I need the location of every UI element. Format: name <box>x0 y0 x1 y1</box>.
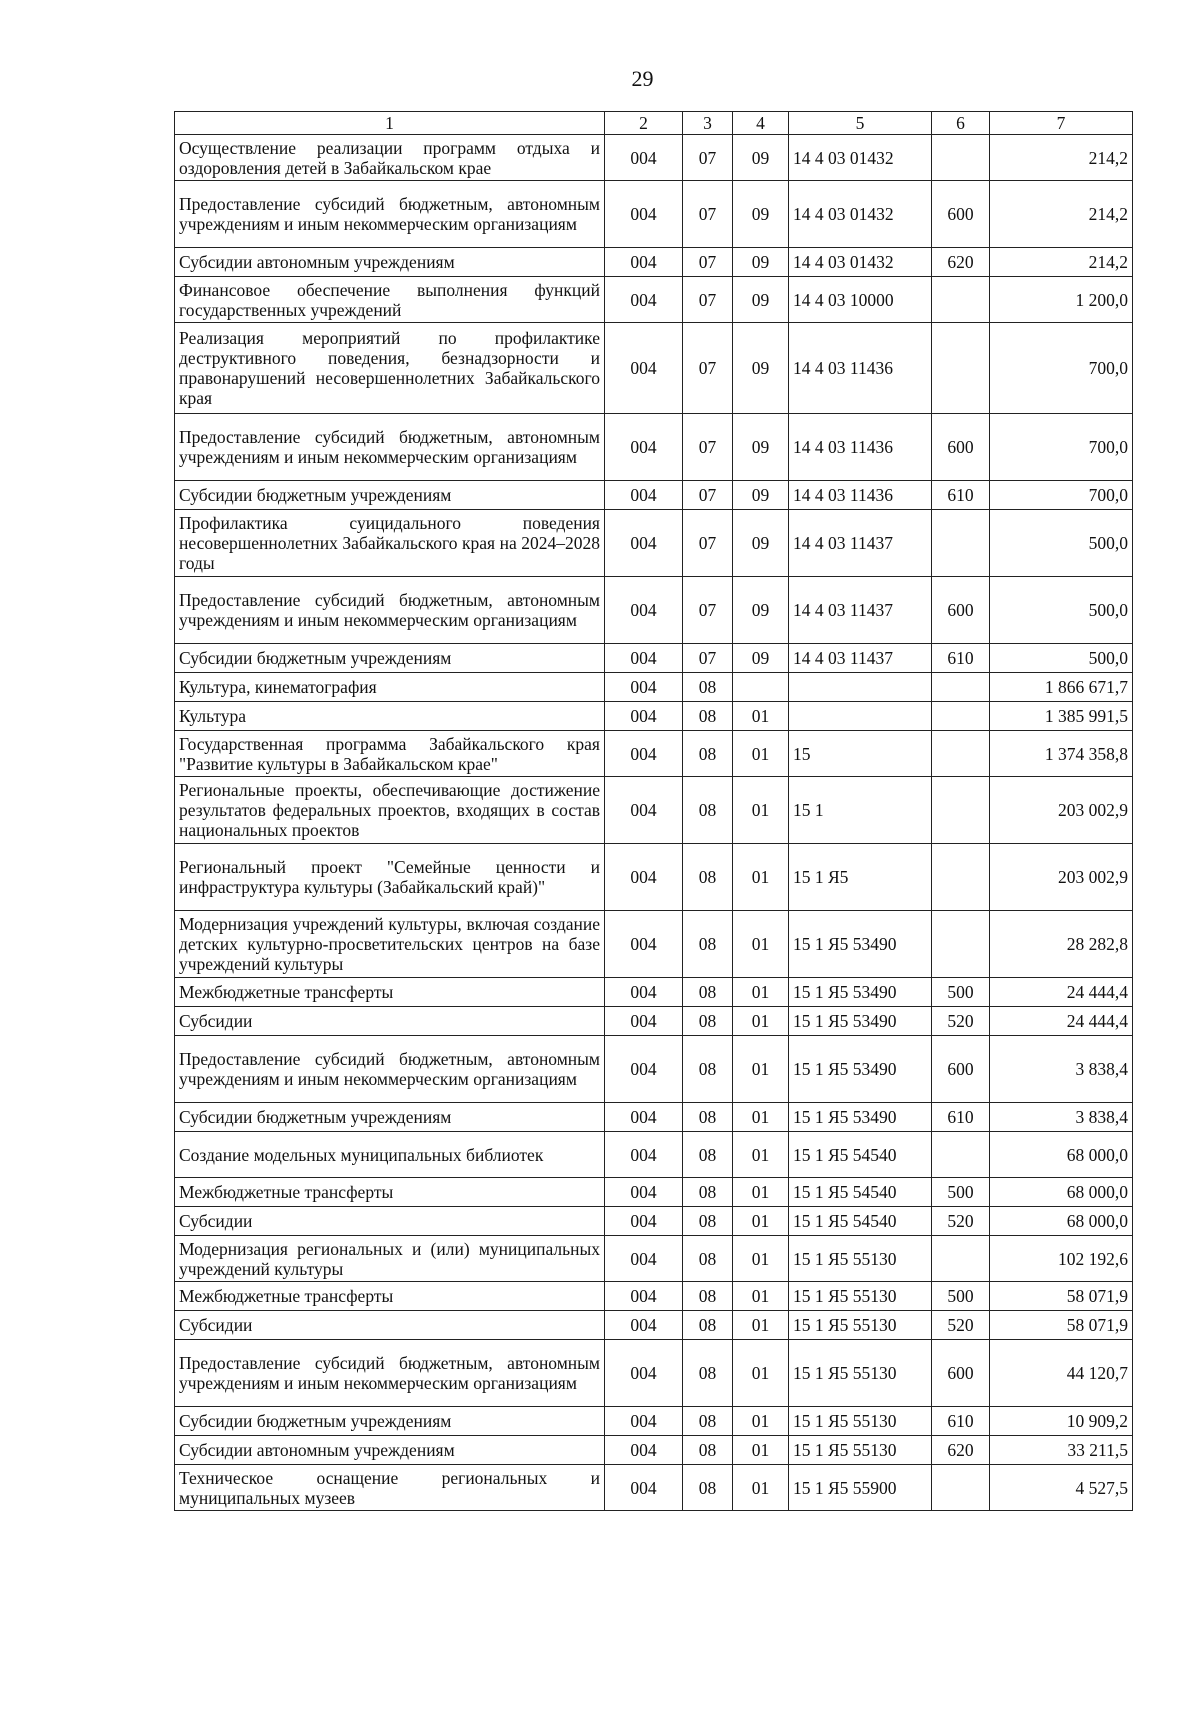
row-name-cell: Субсидии бюджетным учреждениям <box>175 644 605 673</box>
section-code-cell: 08 <box>683 844 733 911</box>
expense-type-cell: 610 <box>932 1407 990 1436</box>
section-code-cell: 07 <box>683 277 733 323</box>
grbs-code-cell: 004 <box>605 1340 683 1407</box>
target-article-cell: 15 1 Я5 53490 <box>789 978 932 1007</box>
grbs-code-cell: 004 <box>605 1103 683 1132</box>
grbs-code-cell: 004 <box>605 1132 683 1178</box>
table-row <box>175 978 1133 1007</box>
grbs-code-cell: 004 <box>605 414 683 481</box>
section-code-cell: 07 <box>683 577 733 644</box>
table-row <box>175 644 1133 673</box>
column-header: 1 <box>175 112 605 135</box>
expense-type-cell: 520 <box>932 1007 990 1036</box>
subsection-code-cell: 09 <box>733 181 789 248</box>
grbs-code-cell: 004 <box>605 481 683 510</box>
amount-cell: 24 444,4 <box>990 1007 1133 1036</box>
table-row <box>175 844 1133 911</box>
grbs-code-cell: 004 <box>605 1311 683 1340</box>
row-name-cell: Профилактика суицидального поведения несовершеннолетних Забайкальского края на 2024–2028 годы <box>175 510 605 577</box>
grbs-code-cell: 004 <box>605 644 683 673</box>
grbs-code-cell: 004 <box>605 181 683 248</box>
target-article-cell <box>789 702 932 731</box>
target-article-cell: 15 1 Я5 53490 <box>789 1103 932 1132</box>
expense-type-cell <box>932 702 990 731</box>
section-code-cell: 08 <box>683 1340 733 1407</box>
amount-cell: 58 071,9 <box>990 1311 1133 1340</box>
expense-type-cell: 500 <box>932 978 990 1007</box>
expense-type-cell <box>932 844 990 911</box>
section-code-cell: 08 <box>683 1407 733 1436</box>
section-code-cell: 08 <box>683 978 733 1007</box>
section-code-cell: 08 <box>683 731 733 777</box>
table-row <box>175 414 1133 481</box>
target-article-cell: 14 4 03 11436 <box>789 323 932 414</box>
target-article-cell: 14 4 03 11437 <box>789 644 932 673</box>
table-row <box>175 510 1133 577</box>
expense-type-cell <box>932 510 990 577</box>
row-name-cell: Культура <box>175 702 605 731</box>
amount-cell: 700,0 <box>990 323 1133 414</box>
table-header-row <box>175 112 1133 135</box>
amount-cell: 68 000,0 <box>990 1132 1133 1178</box>
amount-cell: 1 200,0 <box>990 277 1133 323</box>
table-row <box>175 1407 1133 1436</box>
row-name-cell: Субсидии <box>175 1311 605 1340</box>
subsection-code-cell: 01 <box>733 777 789 844</box>
target-article-cell: 15 1 Я5 54540 <box>789 1132 932 1178</box>
target-article-cell: 14 4 03 10000 <box>789 277 932 323</box>
expense-type-cell: 500 <box>932 1178 990 1207</box>
section-code-cell: 08 <box>683 702 733 731</box>
expense-type-cell <box>932 135 990 181</box>
grbs-code-cell: 004 <box>605 702 683 731</box>
amount-cell: 33 211,5 <box>990 1436 1133 1465</box>
subsection-code-cell: 01 <box>733 1407 789 1436</box>
grbs-code-cell: 004 <box>605 1007 683 1036</box>
section-code-cell: 08 <box>683 1465 733 1511</box>
expense-type-cell <box>932 277 990 323</box>
subsection-code-cell: 01 <box>733 911 789 978</box>
target-article-cell: 15 1 Я5 55130 <box>789 1236 932 1282</box>
amount-cell: 500,0 <box>990 510 1133 577</box>
grbs-code-cell: 004 <box>605 1465 683 1511</box>
subsection-code-cell: 01 <box>733 1340 789 1407</box>
page-number: 29 <box>631 66 654 91</box>
row-name-cell: Финансовое обеспечение выполнения функций государственных учреждений <box>175 277 605 323</box>
subsection-code-cell: 01 <box>733 1236 789 1282</box>
section-code-cell: 08 <box>683 1236 733 1282</box>
section-code-cell: 07 <box>683 414 733 481</box>
amount-cell: 68 000,0 <box>990 1207 1133 1236</box>
section-code-cell: 08 <box>683 1178 733 1207</box>
grbs-code-cell: 004 <box>605 911 683 978</box>
expense-type-cell: 620 <box>932 1436 990 1465</box>
table-row <box>175 1103 1133 1132</box>
amount-cell: 10 909,2 <box>990 1407 1133 1436</box>
grbs-code-cell: 004 <box>605 1436 683 1465</box>
expense-type-cell <box>932 673 990 702</box>
table-row <box>175 1311 1133 1340</box>
target-article-cell: 15 <box>789 731 932 777</box>
row-name-cell: Создание модельных муниципальных библиотек <box>175 1132 605 1178</box>
section-code-cell: 08 <box>683 1311 733 1340</box>
grbs-code-cell: 004 <box>605 248 683 277</box>
target-article-cell: 14 4 03 11436 <box>789 481 932 510</box>
target-article-cell: 14 4 03 01432 <box>789 248 932 277</box>
row-name-cell: Предоставление субсидий бюджетным, автономным учреждениям и иным некоммерческим организациям <box>175 181 605 248</box>
subsection-code-cell: 09 <box>733 510 789 577</box>
amount-cell: 1 866 671,7 <box>990 673 1133 702</box>
section-code-cell: 08 <box>683 1036 733 1103</box>
target-article-cell: 15 1 Я5 55130 <box>789 1436 932 1465</box>
subsection-code-cell: 01 <box>733 1311 789 1340</box>
row-name-cell: Предоставление субсидий бюджетным, автономным учреждениям и иным некоммерческим организациям <box>175 1340 605 1407</box>
subsection-code-cell <box>733 673 789 702</box>
expense-type-cell: 520 <box>932 1207 990 1236</box>
table-row <box>175 1132 1133 1178</box>
section-code-cell: 07 <box>683 248 733 277</box>
amount-cell: 214,2 <box>990 181 1133 248</box>
subsection-code-cell: 01 <box>733 1282 789 1311</box>
expense-type-cell: 610 <box>932 1103 990 1132</box>
grbs-code-cell: 004 <box>605 323 683 414</box>
subsection-code-cell: 01 <box>733 1465 789 1511</box>
row-name-cell: Межбюджетные трансферты <box>175 1282 605 1311</box>
expense-type-cell <box>932 1132 990 1178</box>
subsection-code-cell: 09 <box>733 248 789 277</box>
row-name-cell: Субсидии автономным учреждениям <box>175 248 605 277</box>
grbs-code-cell: 004 <box>605 777 683 844</box>
table-row <box>175 481 1133 510</box>
row-name-cell: Государственная программа Забайкальского края "Развитие культуры в Забайкальском крае" <box>175 731 605 777</box>
target-article-cell: 15 1 Я5 54540 <box>789 1207 932 1236</box>
section-code-cell: 08 <box>683 777 733 844</box>
grbs-code-cell: 004 <box>605 510 683 577</box>
subsection-code-cell: 09 <box>733 577 789 644</box>
target-article-cell: 15 1 Я5 55900 <box>789 1465 932 1511</box>
row-name-cell: Предоставление субсидий бюджетным, автономным учреждениям и иным некоммерческим организациям <box>175 577 605 644</box>
subsection-code-cell: 09 <box>733 481 789 510</box>
expense-type-cell: 600 <box>932 577 990 644</box>
row-name-cell: Реализация мероприятий по профилактике деструктивного поведения, безнадзорности и правонарушений несовершеннолетних Забайкальского края <box>175 323 605 414</box>
amount-cell: 44 120,7 <box>990 1340 1133 1407</box>
section-code-cell: 08 <box>683 1007 733 1036</box>
column-header: 6 <box>932 112 990 135</box>
row-name-cell: Культура, кинематография <box>175 673 605 702</box>
subsection-code-cell: 01 <box>733 1103 789 1132</box>
amount-cell: 500,0 <box>990 577 1133 644</box>
subsection-code-cell: 09 <box>733 135 789 181</box>
row-name-cell: Субсидии <box>175 1007 605 1036</box>
section-code-cell: 07 <box>683 481 733 510</box>
table-row <box>175 911 1133 978</box>
expense-type-cell <box>932 323 990 414</box>
subsection-code-cell: 01 <box>733 1036 789 1103</box>
amount-cell: 700,0 <box>990 414 1133 481</box>
amount-cell: 4 527,5 <box>990 1465 1133 1511</box>
target-article-cell: 15 1 Я5 53490 <box>789 1036 932 1103</box>
row-name-cell: Модернизация учреждений культуры, включая создание детских культурно-просветительских центров на базе учреждений культуры <box>175 911 605 978</box>
row-name-cell: Осуществление реализации программ отдыха и оздоровления детей в Забайкальском крае <box>175 135 605 181</box>
table-row <box>175 135 1133 181</box>
grbs-code-cell: 004 <box>605 1036 683 1103</box>
target-article-cell: 15 1 Я5 55130 <box>789 1311 932 1340</box>
table-row <box>175 1036 1133 1103</box>
table-row <box>175 1465 1133 1511</box>
section-code-cell: 07 <box>683 644 733 673</box>
row-name-cell: Предоставление субсидий бюджетным, автономным учреждениям и иным некоммерческим организациям <box>175 414 605 481</box>
expense-type-cell <box>932 731 990 777</box>
table-row <box>175 1007 1133 1036</box>
section-code-cell: 07 <box>683 510 733 577</box>
table-body <box>175 112 1133 1511</box>
table-row <box>175 731 1133 777</box>
grbs-code-cell: 004 <box>605 1178 683 1207</box>
column-header: 3 <box>683 112 733 135</box>
row-name-cell: Региональный проект "Семейные ценности и инфраструктура культуры (Забайкальский край)" <box>175 844 605 911</box>
subsection-code-cell: 09 <box>733 277 789 323</box>
amount-cell: 214,2 <box>990 135 1133 181</box>
amount-cell: 58 071,9 <box>990 1282 1133 1311</box>
expense-type-cell <box>932 1465 990 1511</box>
expense-type-cell <box>932 777 990 844</box>
grbs-code-cell: 004 <box>605 1236 683 1282</box>
target-article-cell: 15 1 <box>789 777 932 844</box>
row-name-cell: Модернизация региональных и (или) муниципальных учреждений культуры <box>175 1236 605 1282</box>
row-name-cell: Субсидии бюджетным учреждениям <box>175 1103 605 1132</box>
target-article-cell: 14 4 03 01432 <box>789 181 932 248</box>
table-row <box>175 777 1133 844</box>
section-code-cell: 07 <box>683 135 733 181</box>
expense-type-cell: 610 <box>932 481 990 510</box>
row-name-cell: Предоставление субсидий бюджетным, автономным учреждениям и иным некоммерческим организациям <box>175 1036 605 1103</box>
amount-cell: 203 002,9 <box>990 844 1133 911</box>
expense-type-cell: 500 <box>932 1282 990 1311</box>
table-row <box>175 1178 1133 1207</box>
target-article-cell: 14 4 03 11437 <box>789 510 932 577</box>
subsection-code-cell: 01 <box>733 731 789 777</box>
table-row <box>175 673 1133 702</box>
amount-cell: 500,0 <box>990 644 1133 673</box>
amount-cell: 700,0 <box>990 481 1133 510</box>
amount-cell: 3 838,4 <box>990 1036 1133 1103</box>
section-code-cell: 08 <box>683 673 733 702</box>
table-row <box>175 277 1133 323</box>
section-code-cell: 07 <box>683 181 733 248</box>
subsection-code-cell: 09 <box>733 323 789 414</box>
column-header: 4 <box>733 112 789 135</box>
amount-cell: 68 000,0 <box>990 1178 1133 1207</box>
subsection-code-cell: 01 <box>733 702 789 731</box>
target-article-cell: 15 1 Я5 55130 <box>789 1407 932 1436</box>
grbs-code-cell: 004 <box>605 1407 683 1436</box>
amount-cell: 214,2 <box>990 248 1133 277</box>
subsection-code-cell: 09 <box>733 414 789 481</box>
row-name-cell: Региональные проекты, обеспечивающие достижение результатов федеральных проектов, входящих в состав национальных проектов <box>175 777 605 844</box>
amount-cell: 3 838,4 <box>990 1103 1133 1132</box>
subsection-code-cell: 01 <box>733 1436 789 1465</box>
row-name-cell: Техническое оснащение региональных и муниципальных музеев <box>175 1465 605 1511</box>
row-name-cell: Межбюджетные трансферты <box>175 1178 605 1207</box>
target-article-cell: 15 1 Я5 54540 <box>789 1178 932 1207</box>
section-code-cell: 08 <box>683 1132 733 1178</box>
grbs-code-cell: 004 <box>605 577 683 644</box>
section-code-cell: 08 <box>683 1207 733 1236</box>
budget-table <box>174 111 1133 1511</box>
grbs-code-cell: 004 <box>605 135 683 181</box>
target-article-cell: 14 4 03 11436 <box>789 414 932 481</box>
amount-cell: 24 444,4 <box>990 978 1133 1007</box>
table-row <box>175 248 1133 277</box>
expense-type-cell: 620 <box>932 248 990 277</box>
amount-cell: 203 002,9 <box>990 777 1133 844</box>
target-article-cell: 14 4 03 01432 <box>789 135 932 181</box>
section-code-cell: 08 <box>683 1103 733 1132</box>
grbs-code-cell: 004 <box>605 277 683 323</box>
table-row <box>175 181 1133 248</box>
table-row <box>175 1236 1133 1282</box>
row-name-cell: Субсидии автономным учреждениям <box>175 1436 605 1465</box>
table-row <box>175 577 1133 644</box>
target-article-cell: 15 1 Я5 53490 <box>789 1007 932 1036</box>
subsection-code-cell: 09 <box>733 644 789 673</box>
target-article-cell: 15 1 Я5 55130 <box>789 1282 932 1311</box>
target-article-cell: 15 1 Я5 53490 <box>789 911 932 978</box>
expense-type-cell <box>932 1236 990 1282</box>
grbs-code-cell: 004 <box>605 978 683 1007</box>
expense-type-cell: 600 <box>932 181 990 248</box>
grbs-code-cell: 004 <box>605 673 683 702</box>
section-code-cell: 08 <box>683 1282 733 1311</box>
target-article-cell: 15 1 Я5 55130 <box>789 1340 932 1407</box>
expense-type-cell: 610 <box>932 644 990 673</box>
section-code-cell: 08 <box>683 1436 733 1465</box>
amount-cell: 1 374 358,8 <box>990 731 1133 777</box>
target-article-cell <box>789 673 932 702</box>
row-name-cell: Субсидии <box>175 1207 605 1236</box>
row-name-cell: Субсидии бюджетным учреждениям <box>175 481 605 510</box>
grbs-code-cell: 004 <box>605 731 683 777</box>
section-code-cell: 08 <box>683 911 733 978</box>
table-row <box>175 702 1133 731</box>
table-row <box>175 1340 1133 1407</box>
table-row <box>175 1207 1133 1236</box>
grbs-code-cell: 004 <box>605 1207 683 1236</box>
subsection-code-cell: 01 <box>733 1007 789 1036</box>
grbs-code-cell: 004 <box>605 1282 683 1311</box>
table-row <box>175 1282 1133 1311</box>
amount-cell: 1 385 991,5 <box>990 702 1133 731</box>
column-header: 2 <box>605 112 683 135</box>
row-name-cell: Субсидии бюджетным учреждениям <box>175 1407 605 1436</box>
column-header: 5 <box>789 112 932 135</box>
expense-type-cell: 520 <box>932 1311 990 1340</box>
table-row <box>175 323 1133 414</box>
target-article-cell: 15 1 Я5 <box>789 844 932 911</box>
expense-type-cell: 600 <box>932 1036 990 1103</box>
amount-cell: 102 192,6 <box>990 1236 1133 1282</box>
subsection-code-cell: 01 <box>733 1132 789 1178</box>
expense-type-cell <box>932 911 990 978</box>
target-article-cell: 14 4 03 11437 <box>789 577 932 644</box>
expense-type-cell: 600 <box>932 414 990 481</box>
expense-type-cell: 600 <box>932 1340 990 1407</box>
amount-cell: 28 282,8 <box>990 911 1133 978</box>
section-code-cell: 07 <box>683 323 733 414</box>
subsection-code-cell: 01 <box>733 1207 789 1236</box>
subsection-code-cell: 01 <box>733 978 789 1007</box>
grbs-code-cell: 004 <box>605 844 683 911</box>
subsection-code-cell: 01 <box>733 844 789 911</box>
row-name-cell: Межбюджетные трансферты <box>175 978 605 1007</box>
subsection-code-cell: 01 <box>733 1178 789 1207</box>
column-header: 7 <box>990 112 1133 135</box>
table-row <box>175 1436 1133 1465</box>
